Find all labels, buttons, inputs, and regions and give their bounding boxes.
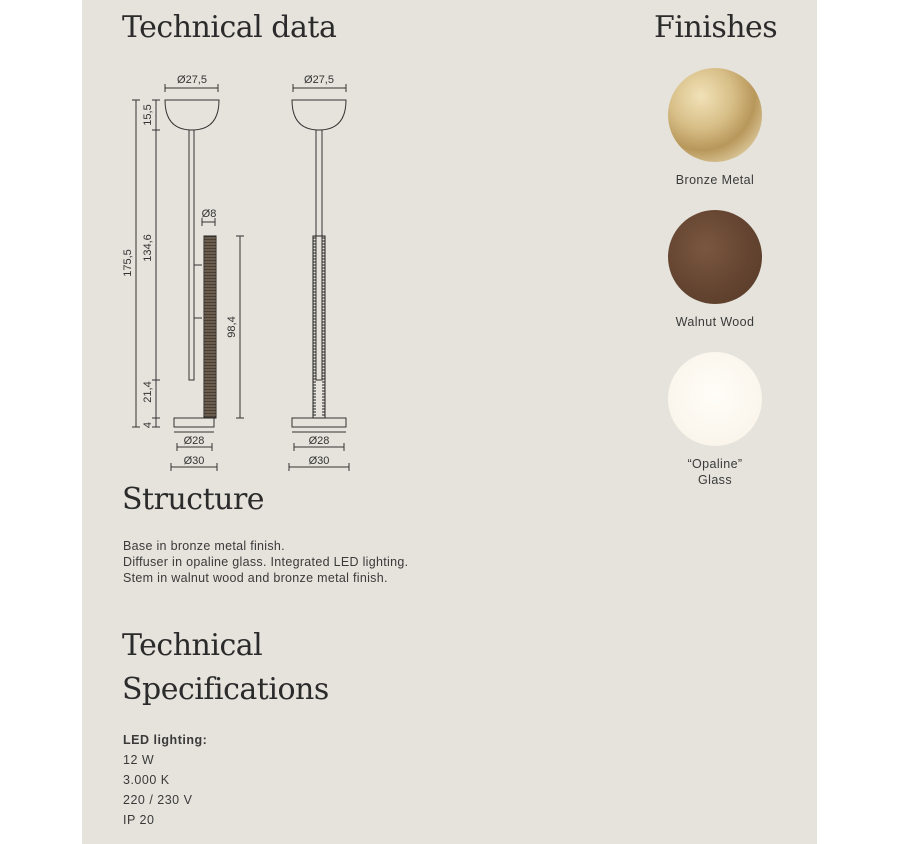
finish-bronze	[645, 68, 785, 188]
label-stem-diameter: Ø8	[201, 208, 217, 220]
structure-line: Stem in walnut wood and bronze metal finish.	[123, 571, 388, 585]
grip-right	[313, 236, 325, 418]
spec-color-temperature: 3.000 K	[123, 773, 170, 787]
technical-data-title: Technical data	[122, 10, 337, 45]
stem-left	[189, 130, 194, 380]
spec-power: 12 W	[123, 753, 155, 767]
finishes-title: Finishes	[654, 10, 778, 45]
spec-sheet	[82, 0, 817, 844]
label-diffuser-left: Ø27,5	[177, 74, 207, 86]
grip-left	[204, 236, 216, 418]
spec-ip-rating: IP 20	[123, 813, 155, 827]
label-base-outer-left: Ø30	[183, 455, 205, 467]
specifications-title-line1: Technical	[122, 628, 263, 663]
finish-label-bronze: Bronze Metal	[675, 173, 755, 187]
finish-label-opaline-2: Glass	[698, 473, 732, 487]
specifications-title	[122, 624, 329, 712]
stem-right	[316, 130, 322, 380]
opaline-swatch	[668, 352, 762, 446]
finish-opaline	[645, 352, 785, 488]
structure-line: Diffuser in opaline glass. Integrated LED lighting.	[123, 555, 409, 569]
structure-title: Structure	[122, 482, 265, 517]
technical-drawing	[122, 70, 372, 475]
label-height-stem: 134,6	[142, 234, 154, 262]
spec-voltage: 220 / 230 V	[123, 793, 193, 807]
bronze-swatch	[668, 68, 762, 162]
finish-walnut	[645, 210, 785, 330]
structure-description	[123, 538, 408, 586]
base-right	[292, 418, 346, 427]
specifications-title-line2: Specifications	[122, 672, 329, 707]
diffuser-left	[165, 100, 219, 130]
diffuser-right	[292, 100, 346, 130]
finish-label-opaline-1: “Opaline”	[687, 457, 743, 471]
structure-line: Base in bronze metal finish.	[123, 539, 285, 553]
finish-label-walnut: Walnut Wood	[675, 315, 755, 329]
label-diffuser-right: Ø27,5	[304, 74, 334, 86]
specifications-list	[123, 730, 207, 830]
label-base-outer-right: Ø30	[308, 455, 330, 467]
label-height-base: 4	[142, 421, 154, 429]
label-height-total: 175,5	[122, 249, 134, 277]
walnut-swatch	[668, 210, 762, 304]
label-height-lower: 21,4	[142, 381, 154, 403]
label-base-inner-left: Ø28	[183, 435, 205, 447]
led-lighting-label: LED lighting:	[123, 733, 208, 747]
base-left	[174, 418, 214, 427]
label-base-inner-right: Ø28	[308, 435, 330, 447]
label-height-grip: 98,4	[226, 316, 238, 338]
label-height-diffuser: 15,5	[142, 104, 154, 126]
